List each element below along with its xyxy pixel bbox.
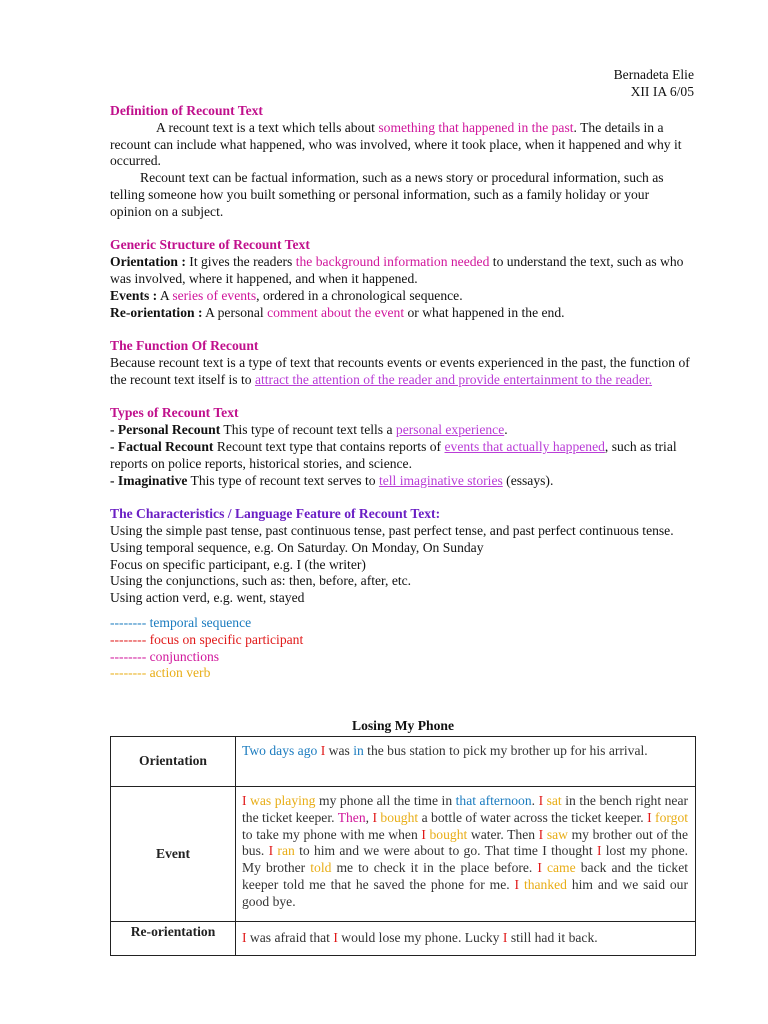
characteristic-line: Focus on specific participant, e.g. I (the writer): [110, 556, 366, 572]
story-text: .: [531, 793, 539, 808]
types-personal: - Personal Recount This type of recount text tells a personal experience.: [110, 422, 508, 438]
function-text: Because recount text is a type of text that recounts events or events experienced in the past, the function of the recount text itself is to attract the attention of the reader and provide entertainment to the reader.: [110, 354, 690, 387]
structure-reorientation: Re-orientation : A personal comment about the event or what happened in the end.: [110, 304, 565, 320]
highlight-text: something that happened in the past: [378, 119, 574, 135]
participant-word: I: [502, 930, 508, 945]
participant-word: I: [538, 793, 544, 808]
story-text: the bus station to pick my brother up for his arrival.: [363, 743, 648, 758]
types-factual: - Factual Recount Recount text type that contains reports of events that actually happened, such as trial reports on police reports, historical stories, and science.: [110, 438, 677, 471]
story-table: [110, 736, 696, 956]
story-text: my phone all the time in: [315, 793, 456, 808]
highlight-text: comment about the event: [267, 304, 405, 320]
legend-participant: -------- focus on specific participant: [110, 631, 304, 647]
story-text: back and the ticket keeper told me that he saved the phone for me.: [242, 860, 689, 892]
definition-paragraph-1: A recount text is a text which tells about something that happened in the past. The details in a recount can include what happened, who was involved, where it took place, when it happened and why it occurred.: [110, 119, 682, 169]
row-label-reorientation: Re-orientation: [111, 922, 236, 956]
participant-word: I: [320, 743, 326, 758]
participant-word: I: [537, 860, 542, 876]
story-text: me to check it in the place before.: [331, 860, 538, 876]
characteristic-line: Using action verd, e.g. went, stayed: [110, 590, 305, 606]
structure-events: Events : A series of events, ordered in a chronological sequence.: [110, 287, 463, 303]
highlight-text: the background information needed: [295, 254, 490, 270]
table-row: [111, 787, 696, 922]
legend-conjunctions: -------- conjunctions: [110, 648, 220, 664]
action-verb-word: ran: [273, 843, 295, 859]
action-verb-word: was playing: [246, 793, 316, 808]
definition-paragraph-2: Recount text can be factual information, such as a news story or procedural information, such as telling someone how you built something or personal information, such as a family holiday or your opinion on a subject.: [110, 170, 664, 219]
row-text-orientation: [236, 737, 696, 787]
story-text: water. Then: [467, 826, 539, 842]
author-block: [614, 67, 694, 101]
row-label-orientation: Orientation: [111, 737, 236, 787]
story-text: was afraid that: [246, 930, 334, 945]
action-verb-word: bought: [376, 809, 419, 825]
story-text: ,: [365, 809, 373, 825]
story-text: him and we said our good bye.: [242, 876, 688, 909]
legend-temporal: -------- temporal sequence: [110, 614, 252, 630]
underlined-highlight: personal experience: [395, 422, 505, 438]
author-class: XII IA 6/05: [630, 83, 694, 99]
conjunction-word: Then: [337, 809, 366, 825]
participant-word: I: [596, 843, 602, 859]
types-heading: Types of Recount Text: [110, 405, 239, 421]
action-verb-word: told: [310, 860, 332, 876]
story-title: Losing My Phone: [352, 718, 454, 733]
action-verb-word: saw: [543, 826, 568, 842]
participant-word: I: [242, 930, 247, 945]
characteristic-line: Using the simple past tense, past continuous tense, past perfect tense, and past perfect continuous tense.: [110, 522, 674, 538]
participant-word: I: [421, 826, 426, 842]
story-text: in the bench right near the ticket keeper.: [242, 793, 689, 825]
function-heading: The Function Of Recount: [110, 338, 259, 354]
characteristic-line: Using the conjunctions, such as: then, before, after, etc.: [110, 573, 412, 589]
row-text-reorientation: [236, 922, 696, 956]
legend-action-verb: -------- action verb: [110, 665, 211, 681]
row-text-event: [236, 787, 696, 922]
highlight-text: series of events: [172, 287, 257, 303]
action-verb-word: came: [541, 860, 576, 876]
characteristic-line: Using temporal sequence, e.g. On Saturday. On Monday, On Sunday: [110, 539, 484, 555]
table-row: [111, 922, 696, 956]
action-verb-word: bought: [425, 826, 468, 842]
color-legend: [110, 615, 692, 682]
participant-word: I: [268, 843, 274, 859]
structure-heading: Generic Structure of Recount Text: [110, 237, 310, 253]
participant-word: I: [372, 809, 377, 825]
story-text: lost my phone. My brother: [242, 843, 688, 876]
participant-word: I: [242, 793, 247, 808]
document-body: [110, 103, 692, 682]
structure-orientation: Orientation : It gives the readers the background information needed to understand the text, such as who was involved, where it happened, and when it happened.: [110, 254, 684, 286]
participant-word: I: [647, 809, 652, 825]
underlined-highlight: events that actually happened: [444, 438, 605, 454]
underlined-highlight: attract the attention of the reader and provide entertainment to the reader.: [254, 371, 653, 387]
story-text: to him and we were about to go. That time I thought: [294, 843, 597, 859]
definition-heading: Definition of Recount Text: [110, 103, 263, 118]
story-text: was: [325, 743, 354, 758]
action-verb-word: sat: [543, 793, 562, 808]
story-text: would lose my phone. Lucky: [337, 930, 503, 945]
temporal-word: Two days ago: [242, 743, 318, 758]
participant-word: I: [333, 930, 338, 945]
story-text: my brother out of the bus.: [242, 826, 688, 859]
participant-word: I: [514, 876, 520, 892]
table-row: [111, 737, 696, 787]
temporal-word: in: [353, 743, 364, 758]
participant-word: I: [538, 826, 544, 842]
action-verb-word: forgot: [651, 809, 689, 825]
author-name: Bernadeta Elie: [613, 67, 694, 82]
row-label-event: Event: [111, 787, 236, 922]
underlined-highlight: tell imaginative stories: [378, 472, 503, 488]
types-imaginative: - Imaginative This type of recount text serves to tell imaginative stories (essays).: [110, 472, 554, 488]
story-text: a bottle of water across the ticket keeper.: [418, 809, 648, 825]
characteristics-heading: The Characteristics / Language Feature of Recount Text:: [110, 506, 441, 522]
story-text: still had it back.: [507, 930, 598, 945]
story-text: to take my phone with me when: [242, 826, 422, 842]
action-verb-word: thanked: [519, 876, 567, 892]
temporal-word: that afternoon: [455, 793, 532, 808]
